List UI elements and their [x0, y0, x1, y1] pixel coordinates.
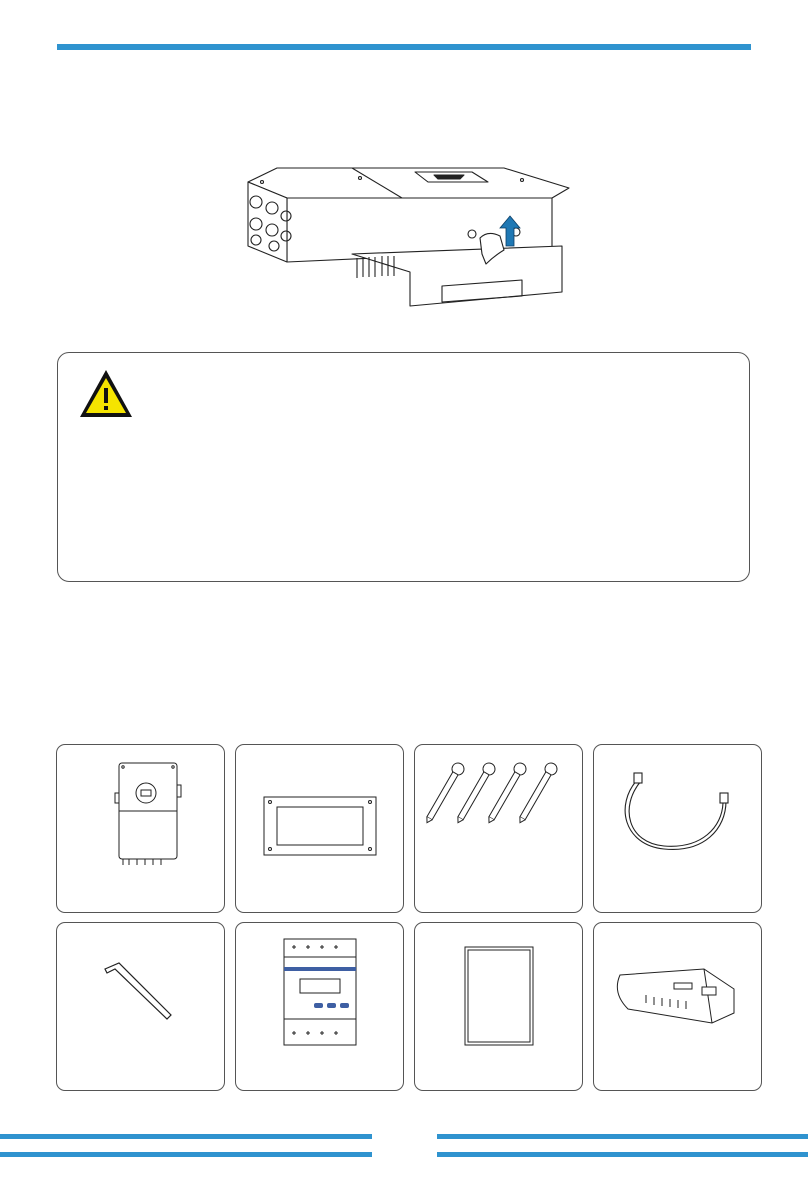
footer-rule-left-1	[0, 1134, 372, 1139]
footer-rule-right-1	[437, 1134, 808, 1139]
footer-rule-right-2	[437, 1152, 808, 1157]
warning-triangle-icon	[78, 368, 134, 420]
header-rule	[57, 44, 751, 50]
part-card-bracket	[235, 744, 404, 913]
energy-meter-icon	[236, 923, 403, 1090]
part-card-meter	[235, 922, 404, 1091]
inverter-unit-icon	[57, 745, 224, 912]
user-manual-icon	[415, 923, 582, 1090]
part-card-manual	[414, 922, 583, 1091]
allen-key-icon	[57, 923, 224, 1090]
part-card-wifi-plug	[593, 922, 762, 1091]
footer-rule-left-2	[0, 1152, 372, 1157]
part-card-bolts	[414, 744, 583, 913]
inverter-lift-illustration	[232, 158, 577, 318]
expansion-bolts-icon	[415, 745, 582, 912]
warning-panel	[57, 352, 750, 582]
communication-cable-icon	[594, 745, 761, 912]
part-card-allen-key	[56, 922, 225, 1091]
wall-mounting-bracket-icon	[236, 745, 403, 912]
part-card-cable	[593, 744, 762, 913]
wifi-plug-icon	[594, 923, 761, 1090]
part-card-inverter	[56, 744, 225, 913]
